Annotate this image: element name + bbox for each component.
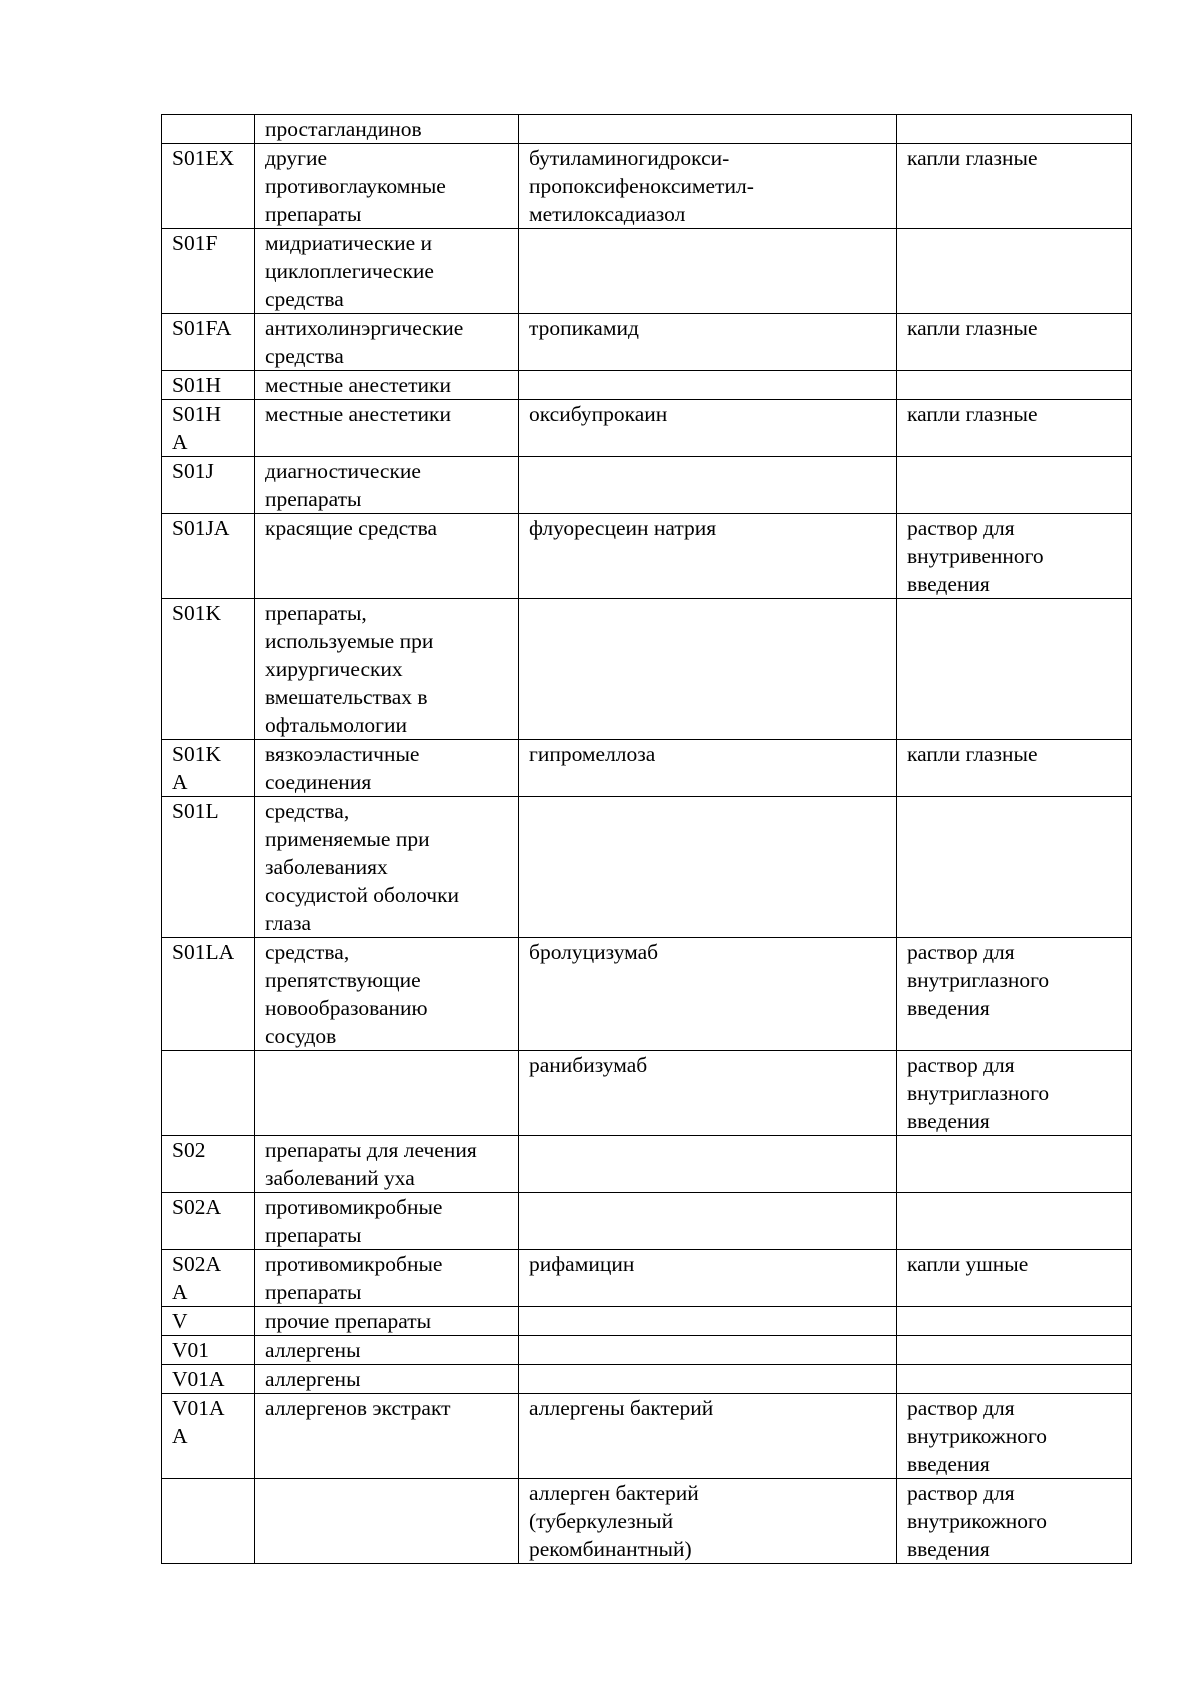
table-row bbox=[162, 740, 1132, 797]
dosage-form-cell bbox=[897, 1307, 1132, 1336]
active-substance-cell bbox=[519, 229, 897, 314]
dosage-form-cell: капли глазные bbox=[897, 144, 1132, 229]
active-substance-cell bbox=[519, 1307, 897, 1336]
table-row bbox=[162, 115, 1132, 144]
dosage-form-cell bbox=[897, 1336, 1132, 1365]
atc-code-cell: S01J bbox=[162, 457, 255, 514]
atc-code-cell: V bbox=[162, 1307, 255, 1336]
active-substance-cell: бутиламиногидрокси- пропоксифеноксиметил- метилоксадиазол bbox=[519, 144, 897, 229]
dosage-form-cell: раствор для внутриглазного введения bbox=[897, 938, 1132, 1051]
pharmacological-group-cell: простагландинов bbox=[255, 115, 519, 144]
atc-code-cell: S01K bbox=[162, 599, 255, 740]
atc-code-cell: S02A A bbox=[162, 1250, 255, 1307]
dosage-form-cell bbox=[897, 599, 1132, 740]
pharmacological-group-cell bbox=[255, 1479, 519, 1564]
active-substance-cell: флуоресцеин натрия bbox=[519, 514, 897, 599]
table-row bbox=[162, 1307, 1132, 1336]
atc-code-cell: S01LA bbox=[162, 938, 255, 1051]
table-row bbox=[162, 1336, 1132, 1365]
table-row bbox=[162, 144, 1132, 229]
atc-code-cell: S01H bbox=[162, 371, 255, 400]
dosage-form-cell bbox=[897, 1136, 1132, 1193]
atc-code-cell bbox=[162, 1051, 255, 1136]
table-row bbox=[162, 1193, 1132, 1250]
table-row bbox=[162, 599, 1132, 740]
pharmacological-group-cell: местные анестетики bbox=[255, 371, 519, 400]
dosage-form-cell bbox=[897, 115, 1132, 144]
atc-code-cell: S02 bbox=[162, 1136, 255, 1193]
atc-code-cell: V01A bbox=[162, 1365, 255, 1394]
dosage-form-cell bbox=[897, 229, 1132, 314]
pharmacological-group-cell: антихолинэргические средства bbox=[255, 314, 519, 371]
dosage-form-cell bbox=[897, 797, 1132, 938]
active-substance-cell bbox=[519, 1365, 897, 1394]
atc-code-cell: S01EX bbox=[162, 144, 255, 229]
active-substance-cell bbox=[519, 115, 897, 144]
active-substance-cell bbox=[519, 1336, 897, 1365]
pharmacological-group-cell: средства, применяемые при заболеваниях сосудистой оболочки глаза bbox=[255, 797, 519, 938]
document-page bbox=[161, 114, 1131, 1564]
atc-code-cell: V01 bbox=[162, 1336, 255, 1365]
atc-code-cell: V01A A bbox=[162, 1394, 255, 1479]
atc-code-cell: S01JA bbox=[162, 514, 255, 599]
table-row bbox=[162, 1136, 1132, 1193]
dosage-form-cell: капли глазные bbox=[897, 314, 1132, 371]
dosage-form-cell: раствор для внутрикожного введения bbox=[897, 1479, 1132, 1564]
dosage-form-cell: капли ушные bbox=[897, 1250, 1132, 1307]
dosage-form-cell bbox=[897, 1193, 1132, 1250]
table-row bbox=[162, 938, 1132, 1051]
drug-classification-table bbox=[161, 114, 1132, 1564]
active-substance-cell bbox=[519, 599, 897, 740]
table-row bbox=[162, 797, 1132, 938]
atc-code-cell bbox=[162, 1479, 255, 1564]
active-substance-cell bbox=[519, 457, 897, 514]
dosage-form-cell: раствор для внутривенного введения bbox=[897, 514, 1132, 599]
dosage-form-cell: капли глазные bbox=[897, 740, 1132, 797]
atc-code-cell: S01F bbox=[162, 229, 255, 314]
pharmacological-group-cell: прочие препараты bbox=[255, 1307, 519, 1336]
pharmacological-group-cell: препараты, используемые при хирургических вмешательствах в офтальмологии bbox=[255, 599, 519, 740]
pharmacological-group-cell: аллергенов экстракт bbox=[255, 1394, 519, 1479]
table-row bbox=[162, 371, 1132, 400]
pharmacological-group-cell: средства, препятствующие новообразованию сосудов bbox=[255, 938, 519, 1051]
active-substance-cell: ранибизумаб bbox=[519, 1051, 897, 1136]
active-substance-cell bbox=[519, 1136, 897, 1193]
dosage-form-cell bbox=[897, 1365, 1132, 1394]
pharmacological-group-cell bbox=[255, 1051, 519, 1136]
active-substance-cell: гипромеллоза bbox=[519, 740, 897, 797]
pharmacological-group-cell: вязкоэластичные соединения bbox=[255, 740, 519, 797]
active-substance-cell: тропикамид bbox=[519, 314, 897, 371]
table-row bbox=[162, 1479, 1132, 1564]
table-row bbox=[162, 1250, 1132, 1307]
pharmacological-group-cell: красящие средства bbox=[255, 514, 519, 599]
table-row bbox=[162, 1051, 1132, 1136]
pharmacological-group-cell: местные анестетики bbox=[255, 400, 519, 457]
table-row bbox=[162, 400, 1132, 457]
table-body bbox=[162, 115, 1132, 1564]
dosage-form-cell: раствор для внутрикожного введения bbox=[897, 1394, 1132, 1479]
dosage-form-cell: раствор для внутриглазного введения bbox=[897, 1051, 1132, 1136]
atc-code-cell: S01FA bbox=[162, 314, 255, 371]
pharmacological-group-cell: аллергены bbox=[255, 1336, 519, 1365]
active-substance-cell: оксибупрокаин bbox=[519, 400, 897, 457]
active-substance-cell bbox=[519, 371, 897, 400]
table-row bbox=[162, 457, 1132, 514]
table-row bbox=[162, 1365, 1132, 1394]
pharmacological-group-cell: препараты для лечения заболеваний уха bbox=[255, 1136, 519, 1193]
pharmacological-group-cell: аллергены bbox=[255, 1365, 519, 1394]
atc-code-cell: S01H A bbox=[162, 400, 255, 457]
atc-code-cell: S01L bbox=[162, 797, 255, 938]
active-substance-cell: аллерген бактерий (туберкулезный рекомбинантный) bbox=[519, 1479, 897, 1564]
pharmacological-group-cell: диагностические препараты bbox=[255, 457, 519, 514]
pharmacological-group-cell: противомикробные препараты bbox=[255, 1250, 519, 1307]
table-row bbox=[162, 1394, 1132, 1479]
active-substance-cell: рифамицин bbox=[519, 1250, 897, 1307]
active-substance-cell bbox=[519, 1193, 897, 1250]
active-substance-cell: бролуцизумаб bbox=[519, 938, 897, 1051]
atc-code-cell: S01K A bbox=[162, 740, 255, 797]
table-row bbox=[162, 514, 1132, 599]
pharmacological-group-cell: мидриатические и циклоплегические средства bbox=[255, 229, 519, 314]
active-substance-cell: аллергены бактерий bbox=[519, 1394, 897, 1479]
pharmacological-group-cell: другие противоглаукомные препараты bbox=[255, 144, 519, 229]
atc-code-cell bbox=[162, 115, 255, 144]
table-row bbox=[162, 314, 1132, 371]
atc-code-cell: S02A bbox=[162, 1193, 255, 1250]
table-row bbox=[162, 229, 1132, 314]
dosage-form-cell bbox=[897, 371, 1132, 400]
dosage-form-cell bbox=[897, 457, 1132, 514]
pharmacological-group-cell: противомикробные препараты bbox=[255, 1193, 519, 1250]
active-substance-cell bbox=[519, 797, 897, 938]
dosage-form-cell: капли глазные bbox=[897, 400, 1132, 457]
